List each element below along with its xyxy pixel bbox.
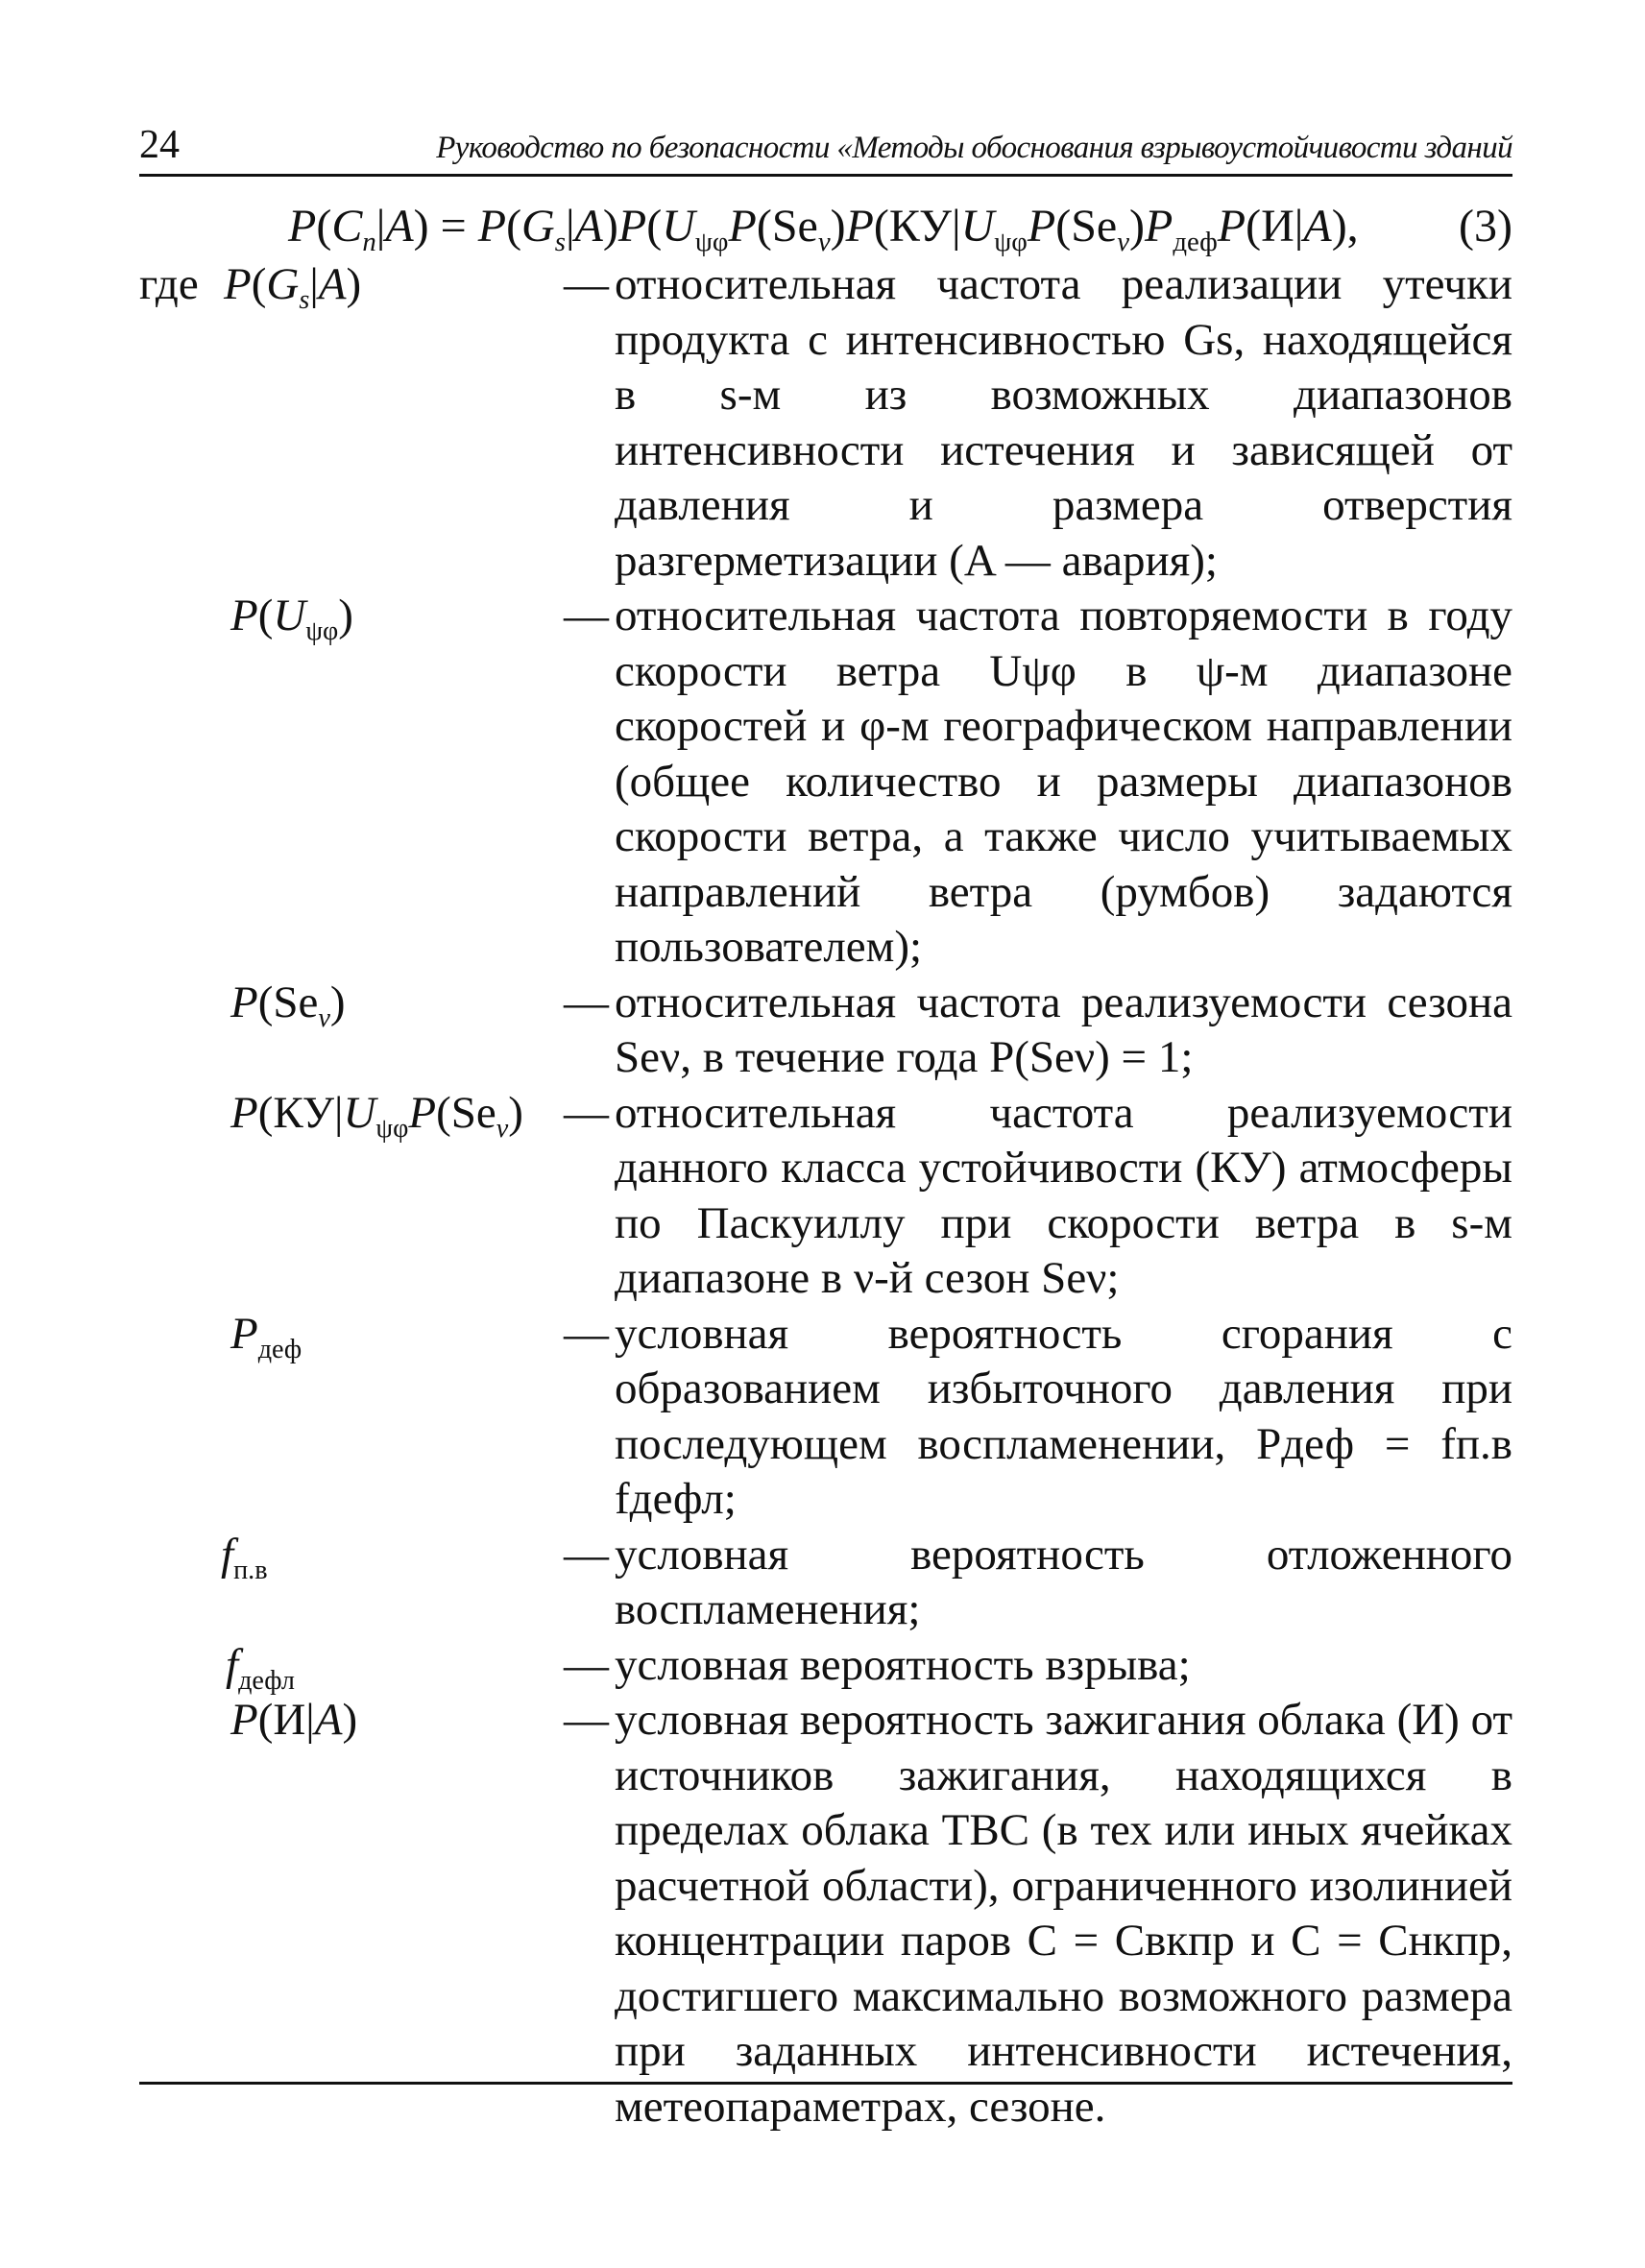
- definition-text: относительная частота реализуемости сезона Seν, в течение года P(Seν) = 1;: [615, 977, 1512, 1082]
- running-title: Руководство по безопасности «Методы обоснования взрывоустойчивости зданий: [436, 131, 1512, 165]
- definition-text: условная вероятность зажигания облака (И) от источников зажигания, находящихся в пределах облака ТВС (в тех или иных ячейках расчетной области), ограниченного изолинией концентрации паров C = Cвкпр и C = Cнкпр, достигшего максимально возможного размера при заданных интенсивности истечения, метеопараметрах, сезоне.: [615, 1695, 1512, 2132]
- definition-text: относительная частота реализации утечки продукта с интенсивностью Gs, находящейся в s-м из возможных диапазонов интенсивности истечения и зависящей от давления и размера отверстия разгерметизации (A — авария);: [615, 259, 1512, 586]
- definition-text: условная вероятность взрыва;: [615, 1639, 1191, 1690]
- formula-body: $P(C_n|A) = P(G_s|A)P(U_{\psi\varphi}P(Se_\nu)P(КУ|U_{\psi\varphi}P(Se_\nu)P_{деф}P(И|A)$,: [288, 201, 1359, 258]
- definition-text: относительная частота повторяемости в году скорости ветра Uψφ в ψ-м диапазоне скоростей и φ-м географическом направлении (общее количество и размеры диапазонов скорости ветра, а также число учитываемых направлений ветра (румбов) задаются пользователем);: [615, 591, 1512, 972]
- definition-item: [139, 1638, 1512, 1694]
- em-dash: —: [564, 259, 609, 309]
- symbol-p-def: $P_{деф}$: [230, 1308, 302, 1364]
- definition-item: [139, 1528, 1512, 1638]
- symbol-p-gs-a: $P(G_s|A)$: [224, 259, 362, 315]
- em-dash: —: [564, 1308, 609, 1359]
- where-word: где: [139, 259, 199, 309]
- definition-item: [139, 1307, 1512, 1528]
- definitions-list: [139, 257, 1512, 2135]
- em-dash: —: [564, 1087, 609, 1138]
- symbol-p-i-a: P(И|A): [230, 1695, 358, 1745]
- definition-item: [139, 1693, 1512, 2135]
- symbol-f-defl: $f_{дефл}$: [226, 1639, 295, 1696]
- page-header: [139, 120, 1512, 177]
- symbol-p-u: $P(U_{\psi\varphi})$: [230, 591, 353, 646]
- em-dash: —: [564, 1529, 609, 1580]
- definition-text: условная вероятность отложенного воспламенения;: [615, 1529, 1512, 1634]
- symbol-p-ku: $P(КУ|U_{\psi\varphi}P(Se_\nu)$: [230, 1087, 523, 1144]
- definition-text: условная вероятность сгорания с образованием избыточного давления при последующем воспламенении, Pдеф = fп.в fдефл;: [615, 1308, 1512, 1524]
- symbol-p-se: $P(Se_\nu)$: [230, 977, 346, 1033]
- definition-text: относительная частота реализуемости данного класса устойчивости (КУ) атмосферы по Паскуиллу при скорости ветра в s-м диапазоне в ν-й сезон Seν;: [615, 1087, 1512, 1303]
- em-dash: —: [564, 591, 609, 640]
- em-dash: —: [564, 1695, 609, 1745]
- definition-item: [139, 1086, 1512, 1307]
- equation-number: (3): [1459, 201, 1512, 252]
- page-number: 24: [139, 123, 180, 167]
- symbol-f-pv: $f_{п.в}$: [221, 1529, 268, 1585]
- em-dash: —: [564, 1639, 609, 1690]
- definition-item: [139, 257, 1512, 589]
- bottom-rule: [139, 2082, 1512, 2085]
- formula-3: [288, 200, 1512, 263]
- em-dash: —: [564, 977, 609, 1027]
- definition-item: [139, 976, 1512, 1086]
- definition-item: [139, 589, 1512, 976]
